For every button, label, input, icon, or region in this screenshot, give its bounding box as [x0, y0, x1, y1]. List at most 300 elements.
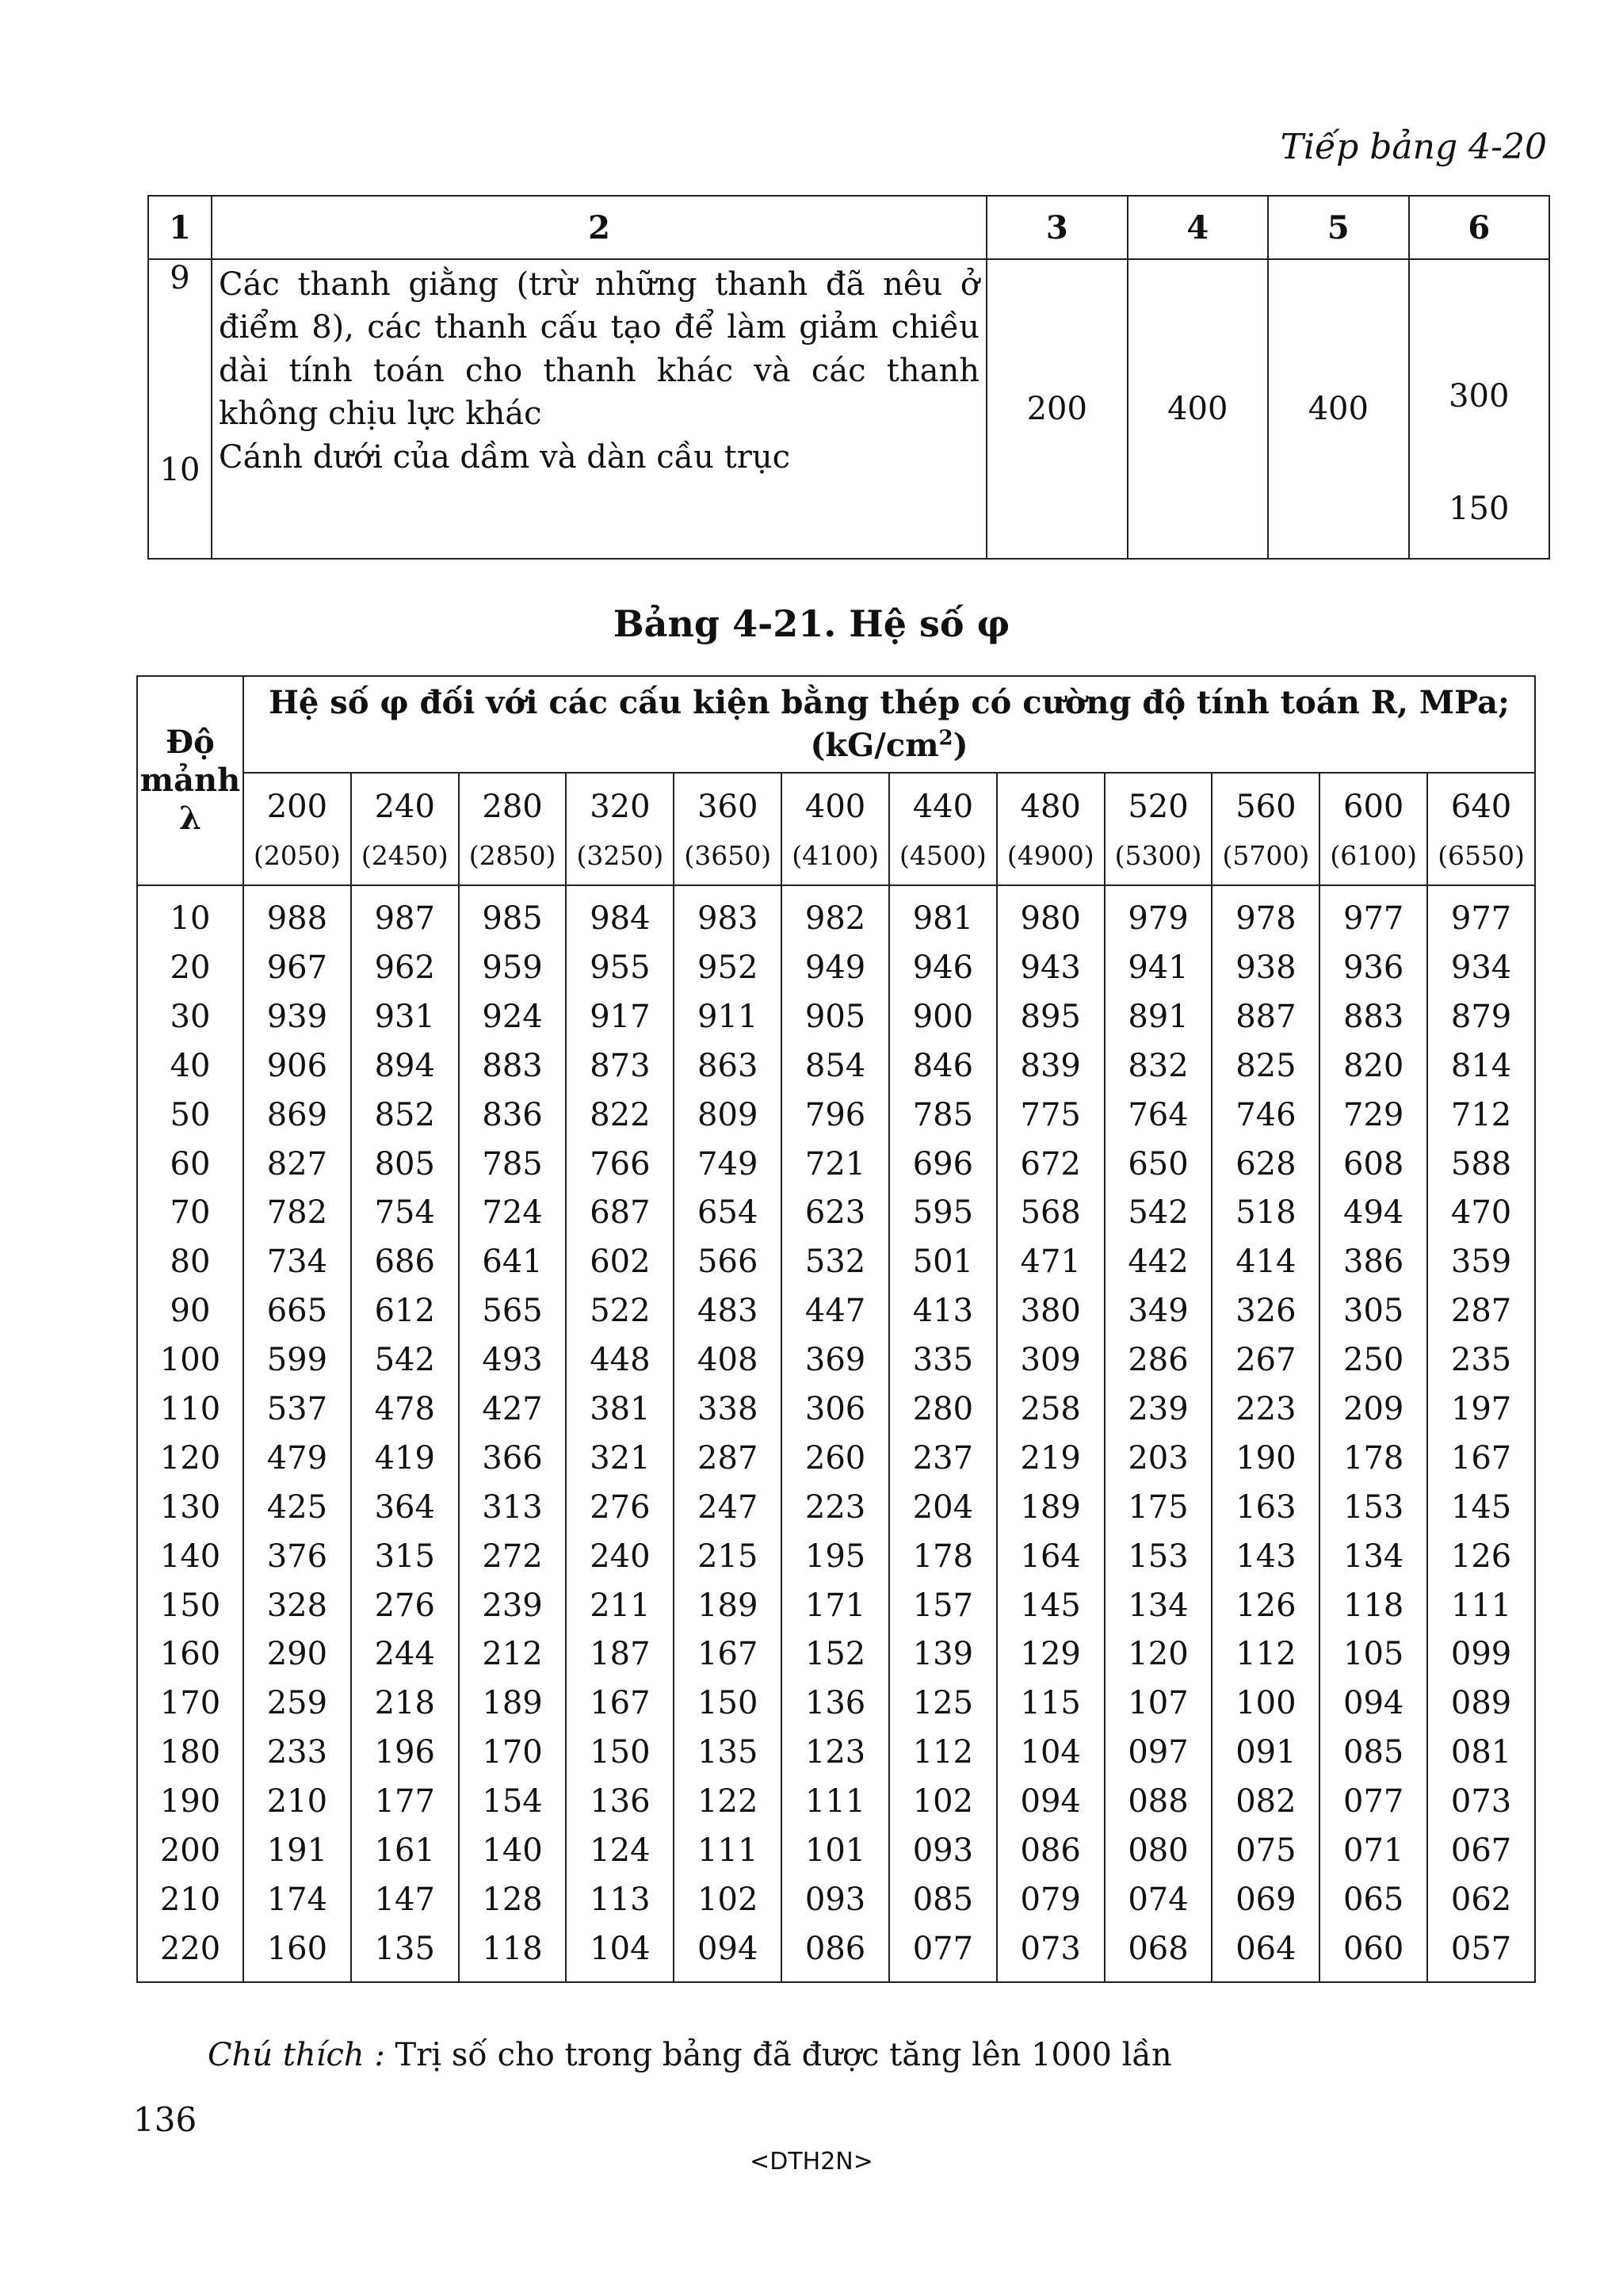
- phi-value-cell: 085: [889, 1875, 997, 1924]
- table-row: [137, 1777, 1535, 1826]
- phi-value-cell: 093: [781, 1875, 889, 1924]
- slenderness-cell: 200: [137, 1826, 243, 1875]
- phi-value-cell: 080: [1105, 1826, 1212, 1875]
- phi-value-cell: 140: [459, 1826, 567, 1875]
- phi-value-cell: 501: [889, 1237, 997, 1286]
- phi-value-cell: 089: [1427, 1679, 1535, 1728]
- phi-value-cell: 746: [1212, 1091, 1319, 1140]
- phi-value-cell: 075: [1212, 1826, 1319, 1875]
- phi-value-cell: 650: [1105, 1140, 1212, 1189]
- phi-value-cell: 869: [243, 1091, 351, 1140]
- phi-value-cell: 167: [674, 1630, 781, 1679]
- phi-value-cell: 386: [1319, 1237, 1427, 1286]
- phi-value-cell: 086: [781, 1924, 889, 1982]
- table-4-21: [136, 675, 1536, 1983]
- table-body: [137, 885, 1535, 1982]
- strength-column-header: [459, 773, 567, 885]
- phi-value-cell: 376: [243, 1532, 351, 1581]
- phi-value-cell: 099: [1427, 1630, 1535, 1679]
- phi-value-cell: 955: [566, 943, 674, 992]
- table-title: Bảng 4-21. Hệ số φ: [613, 602, 1010, 645]
- coefficient-header: [243, 676, 1535, 773]
- slenderness-cell: 90: [137, 1286, 243, 1335]
- footnote-text: Trị số cho trong bảng đã được tăng lên 1000 lần: [384, 2037, 1172, 2073]
- phi-value-cell: 364: [351, 1483, 459, 1532]
- phi-value-cell: 247: [674, 1483, 781, 1532]
- phi-value-cell: 203: [1105, 1434, 1212, 1483]
- phi-value-cell: 369: [781, 1335, 889, 1385]
- lambda-header: [137, 676, 243, 885]
- phi-value-cell: 448: [566, 1335, 674, 1385]
- phi-value-cell: 086: [997, 1826, 1105, 1875]
- phi-value-cell: 366: [459, 1434, 567, 1483]
- strength-mpa: 320: [590, 788, 651, 825]
- phi-value-cell: 267: [1212, 1335, 1319, 1385]
- phi-value-cell: 754: [351, 1189, 459, 1238]
- phi-value-cell: 164: [997, 1532, 1105, 1581]
- continuation-label: Tiếp bảng 4-20: [1280, 127, 1547, 167]
- phi-value-cell: 766: [566, 1140, 674, 1189]
- phi-value-cell: 380: [997, 1286, 1105, 1335]
- strength-kgcm2: (2050): [254, 839, 341, 871]
- slenderness-cell: 120: [137, 1434, 243, 1483]
- phi-value-cell: 827: [243, 1140, 351, 1189]
- table-row: [137, 1189, 1535, 1238]
- phi-value-cell: 734: [243, 1237, 351, 1286]
- phi-value-cell: 177: [351, 1777, 459, 1826]
- strength-column-header: [1105, 773, 1212, 885]
- phi-value-cell: 126: [1427, 1532, 1535, 1581]
- phi-value-cell: 895: [997, 992, 1105, 1041]
- slenderness-cell: 80: [137, 1237, 243, 1286]
- phi-value-cell: 093: [889, 1826, 997, 1875]
- phi-value-cell: 105: [1319, 1630, 1427, 1679]
- phi-value-cell: 623: [781, 1189, 889, 1238]
- phi-value-cell: 891: [1105, 992, 1212, 1041]
- row-description: Các thanh giằng (trừ những thanh đã nêu ở điểm 8), các thanh cấu tạo để làm giảm chiều dài tính toán cho thanh khác và các thanh không chịu lực khác: [219, 266, 980, 433]
- phi-value-cell: 532: [781, 1237, 889, 1286]
- phi-value-cell: 724: [459, 1189, 567, 1238]
- phi-value-cell: 145: [1427, 1483, 1535, 1532]
- phi-value-cell: 145: [997, 1581, 1105, 1630]
- phi-value-cell: 240: [566, 1532, 674, 1581]
- phi-value-cell: 189: [459, 1679, 567, 1728]
- strength-column-header: [997, 773, 1105, 885]
- phi-value-cell: 209: [1319, 1385, 1427, 1434]
- phi-value-cell: 088: [1105, 1777, 1212, 1826]
- slenderness-cell: 40: [137, 1041, 243, 1091]
- phi-value-cell: 057: [1427, 1924, 1535, 1982]
- phi-value-cell: 979: [1105, 885, 1212, 943]
- phi-value-cell: 568: [997, 1189, 1105, 1238]
- phi-value-cell: 978: [1212, 885, 1319, 943]
- phi-value-cell: 967: [243, 943, 351, 992]
- phi-value-cell: 672: [997, 1140, 1105, 1189]
- table-row: [137, 1091, 1535, 1140]
- slenderness-cell: 180: [137, 1728, 243, 1777]
- phi-value-cell: 764: [1105, 1091, 1212, 1140]
- table-row: [137, 1532, 1535, 1581]
- phi-value-cell: 565: [459, 1286, 567, 1335]
- phi-value-cell: 111: [1427, 1581, 1535, 1630]
- phi-value-cell: 924: [459, 992, 567, 1041]
- strength-column-header: [1427, 773, 1535, 885]
- phi-value-cell: 079: [997, 1875, 1105, 1924]
- phi-value-cell: 306: [781, 1385, 889, 1434]
- strength-kgcm2: (4900): [1006, 839, 1094, 871]
- table-row: [137, 943, 1535, 992]
- strength-mpa: 360: [697, 788, 758, 825]
- phi-value-cell: 696: [889, 1140, 997, 1189]
- phi-value-cell: 276: [351, 1581, 459, 1630]
- row-number: 10: [159, 452, 200, 488]
- strength-kgcm2: (4100): [792, 839, 879, 871]
- phi-value-cell: 129: [997, 1630, 1105, 1679]
- phi-value-cell: 419: [351, 1434, 459, 1483]
- table-header-row: [137, 676, 1535, 773]
- phi-value-cell: 687: [566, 1189, 674, 1238]
- table-row: [137, 1385, 1535, 1434]
- phi-value-cell: 883: [459, 1041, 567, 1091]
- slenderness-cell: 190: [137, 1777, 243, 1826]
- slenderness-cell: 60: [137, 1140, 243, 1189]
- strength-column-header: [566, 773, 674, 885]
- phi-value-cell: 887: [1212, 992, 1319, 1041]
- phi-value-cell: 147: [351, 1875, 459, 1924]
- phi-value-cell: 134: [1319, 1532, 1427, 1581]
- phi-value-cell: 187: [566, 1630, 674, 1679]
- table-row: [137, 1679, 1535, 1728]
- strength-mpa: 400: [804, 788, 866, 825]
- phi-value-cell: 987: [351, 885, 459, 943]
- phi-value-cell: 085: [1319, 1728, 1427, 1777]
- phi-value-cell: 135: [674, 1728, 781, 1777]
- phi-value-cell: 665: [243, 1286, 351, 1335]
- phi-value-cell: 104: [997, 1728, 1105, 1777]
- phi-value-cell: 244: [351, 1630, 459, 1679]
- phi-value-cell: 906: [243, 1041, 351, 1091]
- phi-value-cell: 478: [351, 1385, 459, 1434]
- phi-value-cell: 628: [1212, 1140, 1319, 1189]
- phi-value-cell: 104: [566, 1924, 674, 1982]
- lambda-header-line: mảnh: [139, 762, 241, 799]
- strength-column-header: [351, 773, 459, 885]
- phi-value-cell: 931: [351, 992, 459, 1041]
- phi-value-cell: 822: [566, 1091, 674, 1140]
- phi-value-cell: 911: [674, 992, 781, 1041]
- phi-value-cell: 071: [1319, 1826, 1427, 1875]
- phi-value-cell: 938: [1212, 943, 1319, 992]
- phi-value-cell: 427: [459, 1385, 567, 1434]
- col-header-1: 1: [148, 196, 212, 259]
- strength-kgcm2: (5700): [1222, 839, 1310, 871]
- col-header-4: 4: [1128, 196, 1269, 259]
- phi-value-cell: 077: [889, 1924, 997, 1982]
- phi-value-cell: 153: [1319, 1483, 1427, 1532]
- phi-value-cell: 102: [889, 1777, 997, 1826]
- strength-column-header: [1319, 773, 1427, 885]
- phi-value-cell: 338: [674, 1385, 781, 1434]
- row-number-cell: [148, 259, 212, 559]
- phi-value-cell: 143: [1212, 1532, 1319, 1581]
- phi-value-cell: 985: [459, 885, 567, 943]
- phi-value-cell: 839: [997, 1041, 1105, 1091]
- description-cell: [212, 259, 987, 559]
- phi-value-cell: 062: [1427, 1875, 1535, 1924]
- phi-value-cell: 959: [459, 943, 567, 992]
- table-row: [137, 1826, 1535, 1875]
- phi-value-cell: 641: [459, 1237, 567, 1286]
- phi-value-cell: 069: [1212, 1875, 1319, 1924]
- phi-value-cell: 349: [1105, 1286, 1212, 1335]
- phi-value-cell: 197: [1427, 1385, 1535, 1434]
- phi-value-cell: 077: [1319, 1777, 1427, 1826]
- phi-value-cell: 305: [1319, 1286, 1427, 1335]
- phi-value-cell: 602: [566, 1237, 674, 1286]
- phi-value-cell: 067: [1427, 1826, 1535, 1875]
- phi-value-cell: 952: [674, 943, 781, 992]
- phi-value-cell: 094: [997, 1777, 1105, 1826]
- phi-value-cell: 381: [566, 1385, 674, 1434]
- strength-kgcm2: (5300): [1114, 839, 1202, 871]
- phi-value-cell: 946: [889, 943, 997, 992]
- phi-value-cell: 195: [781, 1532, 889, 1581]
- phi-value-cell: 154: [459, 1777, 567, 1826]
- strength-column-header: [243, 773, 351, 885]
- phi-value-cell: 522: [566, 1286, 674, 1335]
- value-col6-row10: 150: [1449, 491, 1510, 527]
- phi-value-cell: 153: [1105, 1532, 1212, 1581]
- slenderness-cell: 10: [137, 885, 243, 943]
- phi-value-cell: 223: [1212, 1385, 1319, 1434]
- phi-value-cell: 064: [1212, 1924, 1319, 1982]
- phi-value-cell: 163: [1212, 1483, 1319, 1532]
- slenderness-cell: 100: [137, 1335, 243, 1385]
- footnote-label: Chú thích :: [208, 2037, 385, 2073]
- phi-value-cell: 272: [459, 1532, 567, 1581]
- col-header-2: 2: [212, 196, 987, 259]
- phi-value-cell: 191: [243, 1826, 351, 1875]
- phi-value-cell: 239: [459, 1581, 567, 1630]
- phi-value-cell: 128: [459, 1875, 567, 1924]
- strength-mpa: 280: [482, 788, 543, 825]
- strength-mpa: 640: [1450, 788, 1512, 825]
- phi-value-cell: 135: [351, 1924, 459, 1982]
- phi-value-cell: 237: [889, 1434, 997, 1483]
- phi-value-cell: 107: [1105, 1679, 1212, 1728]
- phi-value-cell: 981: [889, 885, 997, 943]
- phi-value-cell: 980: [997, 885, 1105, 943]
- phi-value-cell: 414: [1212, 1237, 1319, 1286]
- phi-value-cell: 175: [1105, 1483, 1212, 1532]
- phi-value-cell: 825: [1212, 1041, 1319, 1091]
- phi-value-cell: 189: [674, 1581, 781, 1630]
- coefficient-header-unit: (kG/cm: [810, 727, 939, 764]
- phi-value-cell: 820: [1319, 1041, 1427, 1091]
- strength-kgcm2: (4500): [899, 839, 987, 871]
- table-row: [137, 885, 1535, 943]
- table-row: [137, 992, 1535, 1041]
- phi-value-cell: 097: [1105, 1728, 1212, 1777]
- phi-value-cell: 599: [243, 1335, 351, 1385]
- phi-value-cell: 588: [1427, 1140, 1535, 1189]
- strength-kgcm2: (6550): [1438, 839, 1525, 871]
- phi-value-cell: 136: [566, 1777, 674, 1826]
- phi-value-cell: 984: [566, 885, 674, 943]
- phi-value-cell: 542: [1105, 1189, 1212, 1238]
- footer-code: <DTH2N>: [750, 2148, 873, 2176]
- phi-value-cell: 174: [243, 1875, 351, 1924]
- phi-value-cell: 982: [781, 885, 889, 943]
- phi-value-cell: 654: [674, 1189, 781, 1238]
- phi-value-cell: 167: [566, 1679, 674, 1728]
- phi-value-cell: 215: [674, 1532, 781, 1581]
- phi-value-cell: 729: [1319, 1091, 1427, 1140]
- phi-value-cell: 879: [1427, 992, 1535, 1041]
- phi-value-cell: 123: [781, 1728, 889, 1777]
- phi-value-cell: 235: [1427, 1335, 1535, 1385]
- phi-value-cell: 785: [889, 1091, 997, 1140]
- phi-value-cell: 814: [1427, 1041, 1535, 1091]
- phi-value-cell: 178: [1319, 1434, 1427, 1483]
- phi-value-cell: 223: [781, 1483, 889, 1532]
- phi-value-cell: 988: [243, 885, 351, 943]
- slenderness-cell: 140: [137, 1532, 243, 1581]
- phi-value-cell: 809: [674, 1091, 781, 1140]
- phi-value-cell: 073: [1427, 1777, 1535, 1826]
- table-row: [137, 1041, 1535, 1091]
- phi-value-cell: 280: [889, 1385, 997, 1434]
- slenderness-cell: 70: [137, 1189, 243, 1238]
- phi-value-cell: 852: [351, 1091, 459, 1140]
- phi-value-cell: 493: [459, 1335, 567, 1385]
- phi-value-cell: 260: [781, 1434, 889, 1483]
- phi-value-cell: 447: [781, 1286, 889, 1335]
- strength-mpa: 200: [266, 788, 328, 825]
- phi-value-cell: 321: [566, 1434, 674, 1483]
- phi-value-cell: 160: [243, 1924, 351, 1982]
- slenderness-cell: 30: [137, 992, 243, 1041]
- phi-value-cell: 219: [997, 1434, 1105, 1483]
- phi-value-cell: 846: [889, 1041, 997, 1091]
- phi-value-cell: 136: [781, 1679, 889, 1728]
- strength-column-header: [889, 773, 997, 885]
- phi-value-cell: 471: [997, 1237, 1105, 1286]
- strength-kgcm2: (3650): [684, 839, 772, 871]
- phi-value-cell: 120: [1105, 1630, 1212, 1679]
- phi-value-cell: 115: [997, 1679, 1105, 1728]
- phi-value-cell: 171: [781, 1581, 889, 1630]
- phi-value-cell: 157: [889, 1581, 997, 1630]
- slenderness-cell: 20: [137, 943, 243, 992]
- slenderness-cell: 50: [137, 1091, 243, 1140]
- phi-value-cell: 566: [674, 1237, 781, 1286]
- strength-mpa: 480: [1020, 788, 1081, 825]
- phi-value-cell: 749: [674, 1140, 781, 1189]
- phi-value-cell: 111: [781, 1777, 889, 1826]
- strength-kgcm2: (2850): [468, 839, 556, 871]
- phi-value-cell: 124: [566, 1826, 674, 1875]
- strength-mpa: 520: [1128, 788, 1189, 825]
- phi-value-cell: 189: [997, 1483, 1105, 1532]
- col-header-3: 3: [987, 196, 1128, 259]
- phi-value-cell: 082: [1212, 1777, 1319, 1826]
- phi-value-cell: 112: [889, 1728, 997, 1777]
- strength-column-header: [1212, 773, 1319, 885]
- phi-value-cell: 204: [889, 1483, 997, 1532]
- phi-value-cell: 470: [1427, 1189, 1535, 1238]
- page-number: 136: [133, 2100, 197, 2139]
- phi-value-cell: 060: [1319, 1924, 1427, 1982]
- slenderness-cell: 170: [137, 1679, 243, 1728]
- slenderness-cell: 160: [137, 1630, 243, 1679]
- table-row: [137, 1728, 1535, 1777]
- phi-value-cell: 102: [674, 1875, 781, 1924]
- phi-value-cell: 335: [889, 1335, 997, 1385]
- phi-value-cell: 210: [243, 1777, 351, 1826]
- phi-value-cell: 315: [351, 1532, 459, 1581]
- coefficient-header-close: ): [953, 727, 968, 764]
- table-row: [137, 1140, 1535, 1189]
- phi-value-cell: 250: [1319, 1335, 1427, 1385]
- value-cell-col5: 400: [1268, 259, 1409, 559]
- phi-value-cell: 832: [1105, 1041, 1212, 1091]
- phi-value-cell: 941: [1105, 943, 1212, 992]
- table-row: [137, 1335, 1535, 1385]
- phi-value-cell: 118: [1319, 1581, 1427, 1630]
- phi-value-cell: 425: [243, 1483, 351, 1532]
- phi-value-cell: 118: [459, 1924, 567, 1982]
- phi-value-cell: 276: [566, 1483, 674, 1532]
- phi-value-cell: 494: [1319, 1189, 1427, 1238]
- phi-value-cell: 139: [889, 1630, 997, 1679]
- phi-value-cell: 936: [1319, 943, 1427, 992]
- phi-value-cell: 170: [459, 1728, 567, 1777]
- phi-value-cell: 983: [674, 885, 781, 943]
- phi-value-cell: 113: [566, 1875, 674, 1924]
- phi-value-cell: 074: [1105, 1875, 1212, 1924]
- strength-kgcm2: (2450): [361, 839, 449, 871]
- phi-value-cell: 100: [1212, 1679, 1319, 1728]
- phi-value-cell: 134: [1105, 1581, 1212, 1630]
- slenderness-cell: 130: [137, 1483, 243, 1532]
- table-row: [137, 1286, 1535, 1335]
- phi-value-cell: 977: [1319, 885, 1427, 943]
- table-row: [137, 1630, 1535, 1679]
- phi-value-cell: 212: [459, 1630, 567, 1679]
- value-cell-col4: 400: [1128, 259, 1269, 559]
- phi-value-cell: 836: [459, 1091, 567, 1140]
- phi-value-cell: 309: [997, 1335, 1105, 1385]
- value-cell-col6: [1409, 259, 1550, 559]
- phi-value-cell: 483: [674, 1286, 781, 1335]
- phi-value-cell: 900: [889, 992, 997, 1041]
- phi-value-cell: 863: [674, 1041, 781, 1091]
- phi-value-cell: 101: [781, 1826, 889, 1875]
- phi-value-cell: 518: [1212, 1189, 1319, 1238]
- slenderness-cell: 110: [137, 1385, 243, 1434]
- phi-value-cell: 094: [674, 1924, 781, 1982]
- phi-value-cell: 328: [243, 1581, 351, 1630]
- phi-value-cell: 962: [351, 943, 459, 992]
- phi-value-cell: 094: [1319, 1679, 1427, 1728]
- phi-value-cell: 686: [351, 1237, 459, 1286]
- slenderness-cell: 220: [137, 1924, 243, 1982]
- table-row: [137, 1875, 1535, 1924]
- phi-value-cell: 939: [243, 992, 351, 1041]
- phi-value-cell: 873: [566, 1041, 674, 1091]
- phi-value-cell: 233: [243, 1728, 351, 1777]
